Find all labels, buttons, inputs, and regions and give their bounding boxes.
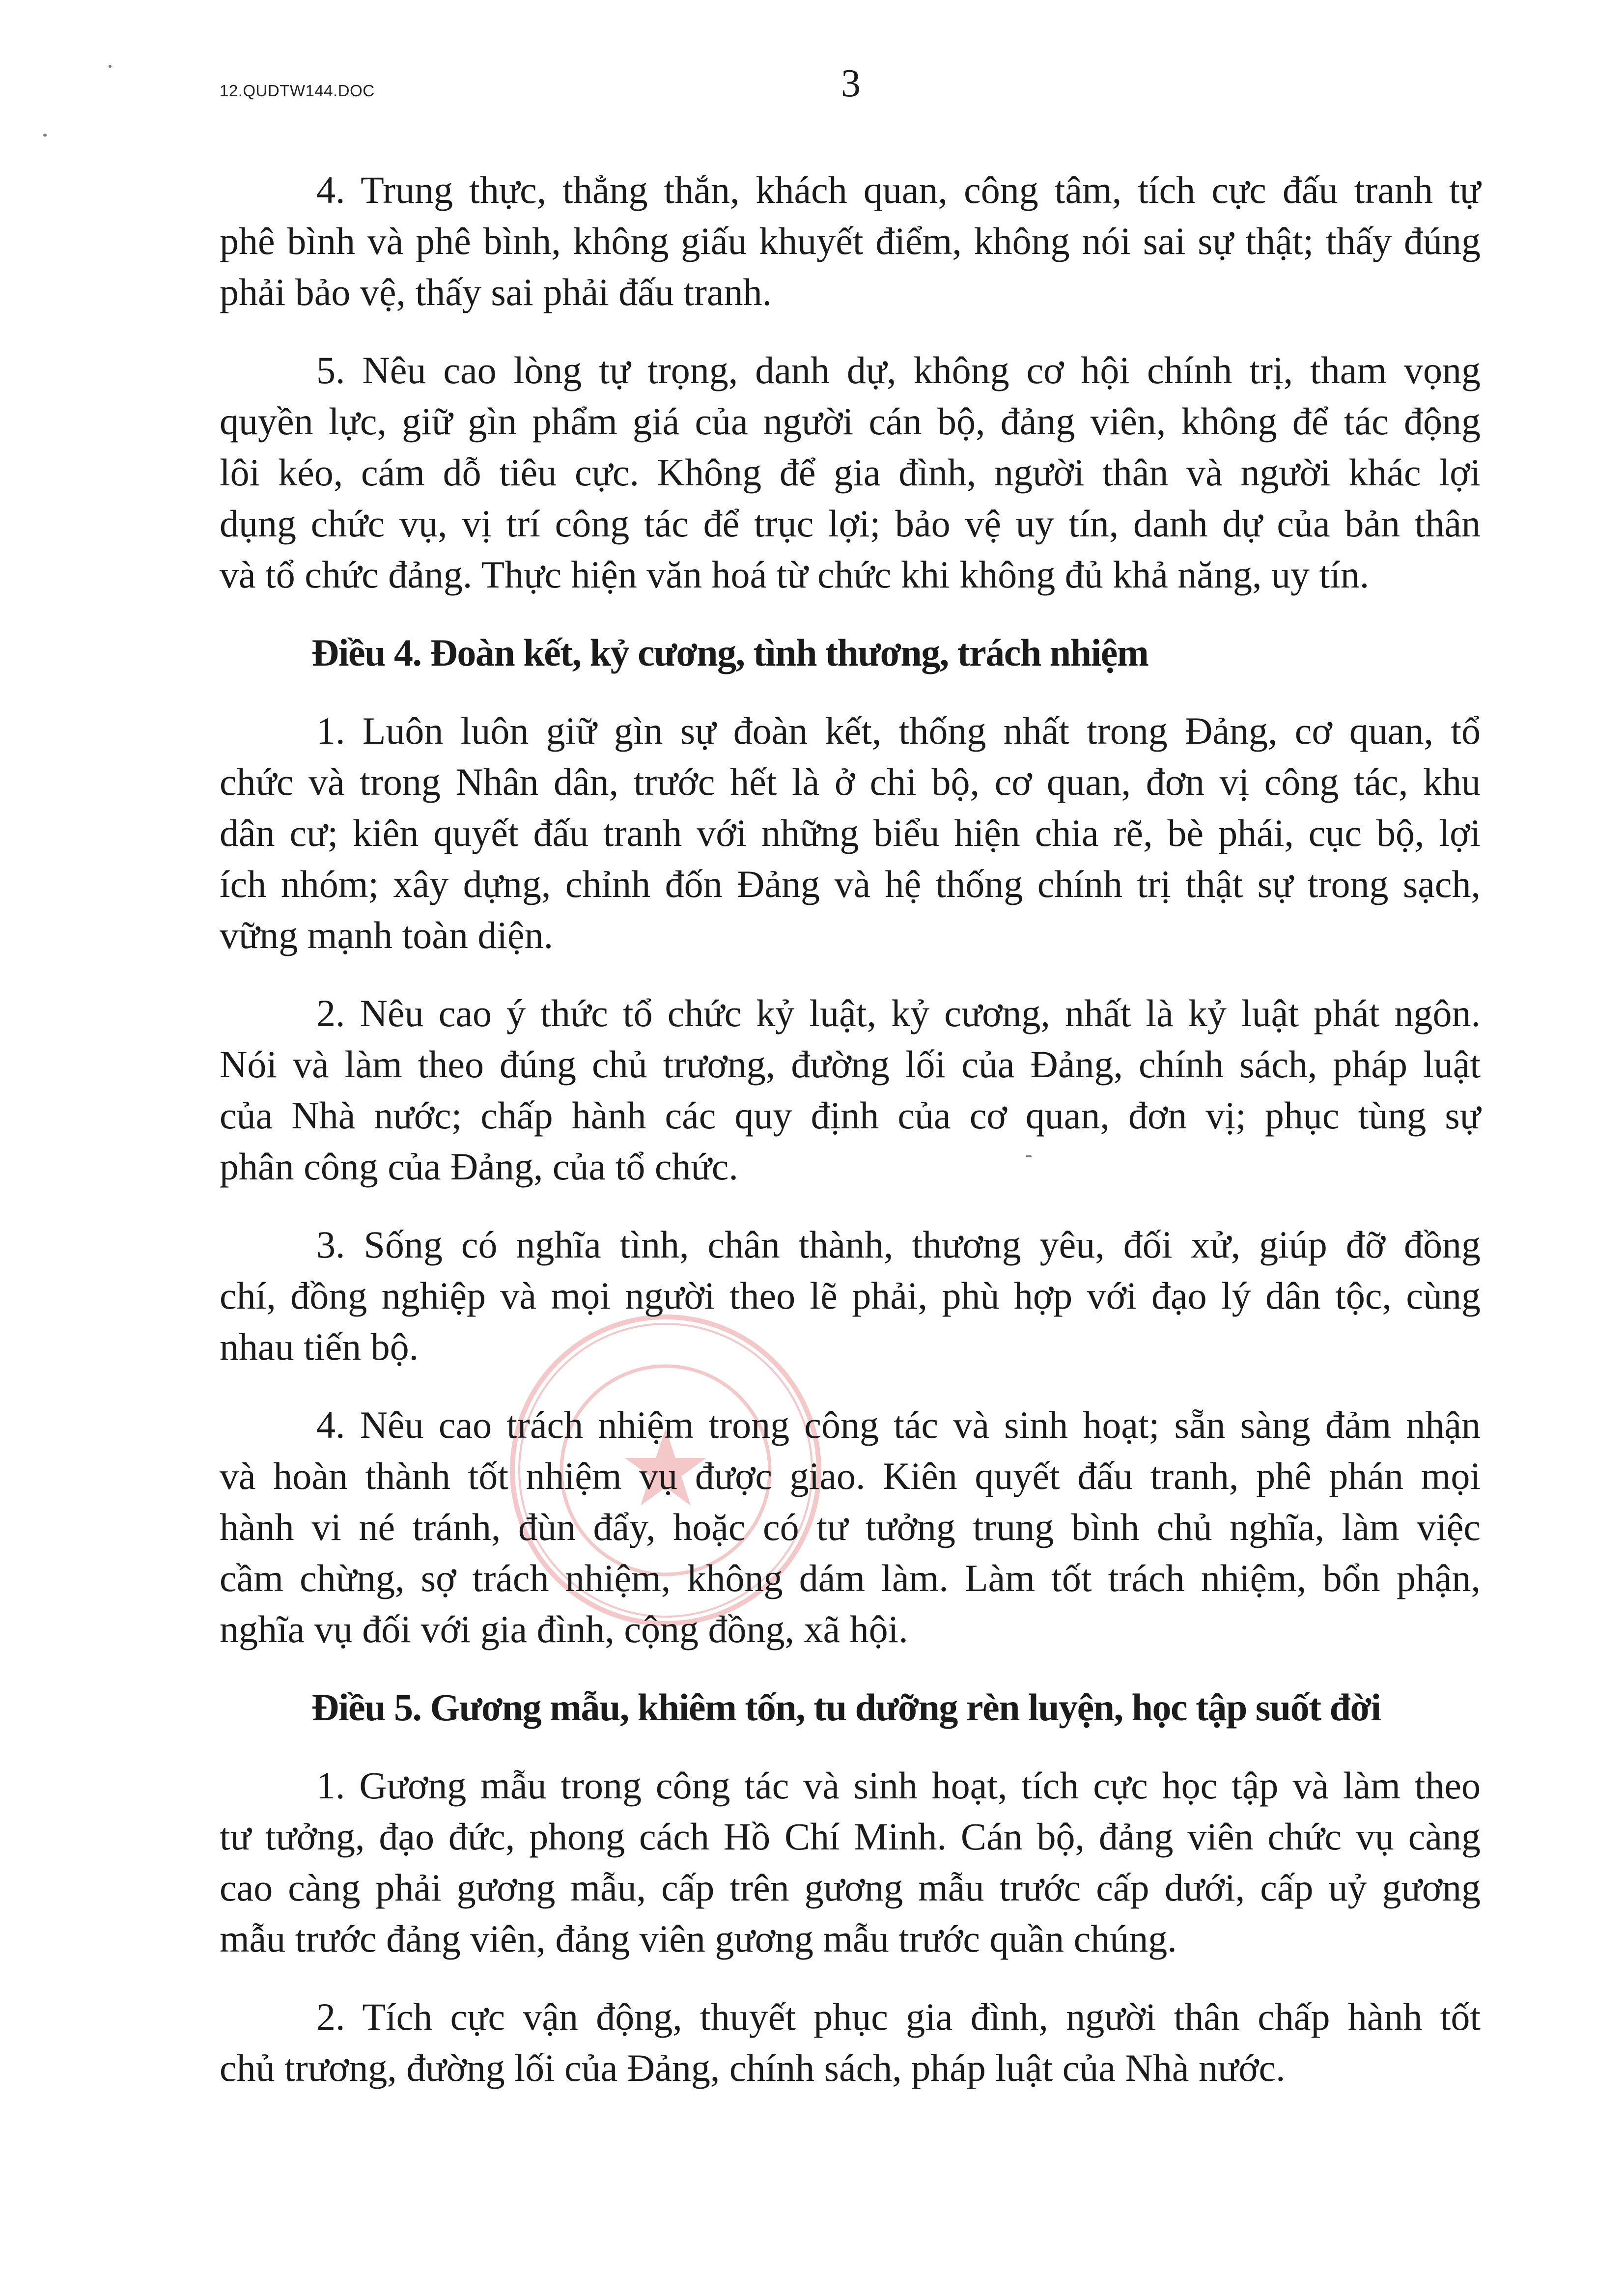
paragraph — [220, 1399, 1481, 1655]
text-line: chức và trong Nhân dân, trước hết là ở chi bộ, cơ quan, đơn vị công tác, khu — [220, 760, 1481, 803]
text-line: hành vi né tránh, đùn đẩy, hoặc có tư tưởng trung bình chủ nghĩa, làm việc — [220, 1506, 1481, 1548]
page-number: 3 — [841, 62, 861, 105]
text-line: chí, đồng nghiệp và mọi người theo lẽ phải, phù hợp với đạo lý dân tộc, cùng — [220, 1274, 1481, 1317]
paragraph — [220, 705, 1481, 961]
paragraph — [220, 345, 1481, 600]
text-line: và hoàn thành tốt nhiệm vụ được giao. Kiên quyết đấu tranh, phê phán mọi — [220, 1455, 1481, 1497]
paragraph — [220, 1760, 1481, 1964]
text-line: 1. Gương mẫu trong công tác và sinh hoạt, tích cực học tập và làm theo — [316, 1764, 1481, 1807]
text-line: tư tưởng, đạo đức, phong cách Hồ Chí Minh. Cán bộ, đảng viên chức vụ càng — [220, 1815, 1481, 1858]
paragraph — [220, 165, 1481, 318]
text-line: cao càng phải gương mẫu, cấp trên gương mẫu trước cấp dưới, cấp uỷ gương — [220, 1866, 1481, 1909]
text-line: mẫu trước đảng viên, đảng viên gương mẫu trước quần chúng. — [220, 1917, 1177, 1960]
text-line: của Nhà nước; chấp hành các quy định của cơ quan, đơn vị; phục tùng sự — [220, 1094, 1481, 1137]
document-body — [220, 165, 1481, 2094]
text-line: nhau tiến bộ. — [220, 1325, 419, 1368]
text-line: nghĩa vụ đối với gia đình, cộng đồng, xã hội. — [220, 1608, 908, 1651]
paragraph — [220, 1219, 1481, 1372]
text-line: 5. Nêu cao lòng tự trọng, danh dự, không cơ hội chính trị, tham vọng — [316, 349, 1481, 392]
text-line: quyền lực, giữ gìn phẩm giá của người cán bộ, đảng viên, không để tác động — [220, 400, 1481, 443]
article-heading: Điều 4. Đoàn kết, kỷ cương, tình thương, trách nhiệm — [311, 631, 1148, 674]
text-line: phê bình và phê bình, không giấu khuyết điểm, không nói sai sự thật; thấy đúng — [220, 220, 1481, 262]
text-line: 2. Tích cực vận động, thuyết phục gia đình, người thân chấp hành tốt — [316, 1995, 1481, 2038]
text-line: Nói và làm theo đúng chủ trương, đường lối của Đảng, chính sách, pháp luật — [220, 1043, 1481, 1086]
text-line: dụng chức vụ, vị trí công tác để trục lợi; bảo vệ uy tín, danh dự của bản thân — [220, 502, 1481, 545]
text-line: dân cư; kiên quyết đấu tranh với những biểu hiện chia rẽ, bè phái, cục bộ, lợi — [220, 812, 1481, 854]
text-line: phân công của Đảng, của tổ chức. — [220, 1145, 738, 1188]
text-line: cầm chừng, sợ trách nhiệm, không dám làm. Làm tốt trách nhiệm, bổn phận, — [220, 1557, 1481, 1599]
text-line: 3. Sống có nghĩa tình, chân thành, thương yêu, đối xử, giúp đỡ đồng — [316, 1223, 1481, 1266]
text-line: 2. Nêu cao ý thức tổ chức kỷ luật, kỷ cương, nhất là kỷ luật phát ngôn. — [316, 992, 1481, 1035]
text-line: phải bảo vệ, thấy sai phải đấu tranh. — [220, 271, 772, 313]
text-line: lôi kéo, cám dỗ tiêu cực. Không để gia đình, người thân và người khác lợi — [220, 451, 1481, 494]
text-line: ích nhóm; xây dựng, chỉnh đốn Đảng và hệ thống chính trị thật sự trong sạch, — [220, 863, 1481, 905]
paragraph — [220, 1991, 1481, 2094]
scan-speck — [109, 65, 112, 68]
text-line: và tổ chức đảng. Thực hiện văn hoá từ chức khi không đủ khả năng, uy tín. — [220, 553, 1370, 596]
scan-speck — [43, 134, 47, 137]
text-line: 4. Nêu cao trách nhiệm trong công tác và sinh hoạt; sẵn sàng đảm nhận — [316, 1403, 1481, 1446]
paragraph — [220, 988, 1481, 1192]
article-heading: Điều 5. Gương mẫu, khiêm tốn, tu dưỡng rèn luyện, học tập suốt đời — [311, 1686, 1381, 1729]
text-line: chủ trương, đường lối của Đảng, chính sách, pháp luật của Nhà nước. — [220, 2046, 1286, 2089]
text-line: 4. Trung thực, thẳng thắn, khách quan, công tâm, tích cực đấu tranh tự — [316, 168, 1481, 211]
text-line: 1. Luôn luôn giữ gìn sự đoàn kết, thống nhất trong Đảng, cơ quan, tổ — [316, 709, 1481, 752]
document-file-code: 12.QUDTW144.DOC — [220, 82, 375, 100]
text-line: vững mạnh toàn diện. — [220, 914, 554, 956]
